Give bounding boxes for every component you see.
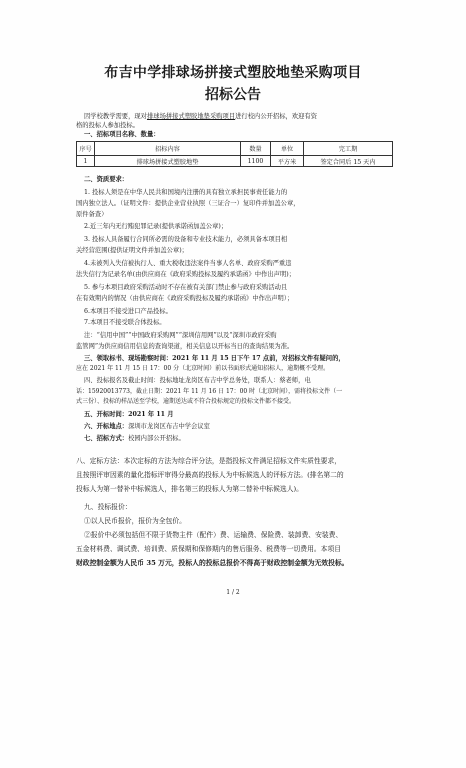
table-header-cell: 完工期 (304, 142, 393, 156)
requirement-line: 6.本项目不接受进口产品投标。 (84, 308, 172, 315)
section-4-line: 式三份）、投标的样品送至学校，逾期送达或不符合投标规定的投标文件都不接受。 (76, 398, 296, 405)
section-9-item-2: ②报价中必须包括但不限于货物主件（配件）费、运输费、保险费、装卸费、安装费、 (84, 531, 343, 539)
section-4-line: 话：15920013773，截止日期：2021 年 11 月 16 日 17：00 时（北京时间），需将投标文件（一 (76, 388, 343, 395)
intro-text: 因学校教学需要，现对 (84, 113, 147, 120)
requirement-line: 5. 参与本项目政府采购活动时不存在被有关部门禁止参与政府采购活动且 (84, 284, 288, 291)
table-cell: 1 (77, 156, 95, 167)
table-header-cell: 序号 (77, 142, 95, 156)
section-3-heading: 三、领取标书、现场勘察时间： (84, 355, 173, 362)
section-8-line: 投标人为第一替补中标候选人，排名第三的投标人为第二替补中标候选人)。 (76, 485, 303, 493)
section-8-paragraph (76, 454, 394, 496)
section-6-open-place (84, 422, 402, 431)
document-subtitle: 招标公告 (205, 87, 261, 103)
section-3-deadline: 2021 年 11 月 15 日下午 17 点前，对招标文件有疑问的， (172, 355, 345, 362)
requirement-line: 2.近三年内无行贿犯罪记录(提供承诺函加盖公章)； (84, 223, 228, 230)
section-2-heading: 二、资质要求： (84, 176, 129, 183)
section-7-method (84, 434, 402, 443)
section-8-line: 且按照评审因素的量化指标评审得分最高的投标人为中标候选人的评标方法。(排名第二的 (76, 471, 344, 479)
tender-table (76, 141, 393, 167)
requirement-line: 法失信行为记录名单(由供应商在《政府采购投标及履约承诺函》中作出声明)； (76, 271, 296, 278)
requirement-line: 在有效期内的情况（由供应商在《政府采购投标及履约承诺函》中作出声明）； (76, 295, 294, 302)
table-cell: 1100 (241, 156, 271, 167)
table-header-cell: 招标内容 (95, 142, 241, 156)
section-9-item-2: 五金材料费、调试费、培训费、质保期和保修期内的售后服务、税费等一切费用。本项目 (76, 545, 342, 553)
section-7-label: 七、招标方式： (84, 435, 129, 442)
section-9-budget-line: 财政控制金额为人民币 35 万元，投标人的投标总报价不得高于财政控制金额为无效投标。 (76, 559, 349, 567)
section-8-line: 八、定标方法：本次定标的方法为综合评分法，是指投标文件满足招标文件实质性要求， (76, 457, 342, 465)
section-6-value: 深圳市龙岗区布吉中学会议室 (128, 423, 210, 430)
requirement-note: 注：“信用中国”“中国政府采购网”“深圳信用网”以及“深圳市政府采购 (84, 332, 277, 339)
table-header-cell: 单位 (271, 142, 304, 156)
table-cell: 平方米 (271, 156, 304, 167)
section-3-line-2: 应在 2021 年 11 月 15 日 17：00 分（北京时间）前以书面形式通知招标人，逾期概不受理。 (76, 365, 330, 372)
intro-text: 进行校内公开招标，欢迎有资 (235, 113, 317, 120)
section-3-line-1 (84, 354, 402, 363)
requirement-note: 监管网”为供应商信用信息的查询渠道，相关信息以开标当日的查询结果为准。 (76, 343, 294, 350)
requirement-line: 国内独立法人。（证明文件：提供企业营业执照（三证合一）复印件并加盖公章， (76, 200, 300, 207)
document-title: 布吉中学排球场拼接式塑胶地垫采购项目 (104, 65, 362, 81)
section-6-label: 六、开标地点： (84, 423, 129, 430)
table-row (77, 156, 393, 167)
requirement-line: 7.本项目不接受联合体投标。 (84, 319, 166, 326)
section-5-open-time: 五、开标时间：2021 年 11 月 (84, 411, 174, 418)
project-name-underlined: 排球场拼接式塑胶地垫采购项目 (146, 113, 236, 120)
table-cell: 签定合同后 15 天内 (304, 156, 393, 167)
requirement-line: 原件备查） (76, 211, 108, 218)
intro-line-1 (84, 112, 402, 121)
requirement-line: 1. 投标人须是在中华人民共和国境内注册的具有独立承担民事责任能力的 (84, 189, 288, 196)
section-9-heading: 九、投标报价： (84, 503, 132, 511)
requirement-line: 3. 投标人具备履行合同所必需的设备和专业技术能力，必须具备本项目相 (84, 236, 288, 243)
table-cell: 排球场拼接式塑胶地垫 (95, 156, 241, 167)
table-header-row (77, 142, 393, 156)
requirement-line: 关经营范围(提供证明文件并加盖公章)； (76, 247, 188, 254)
section-4-line: 四、投标报名及截止时间：投标地址龙岗区布吉中学总务处，联系人：蔡老师，电 (84, 377, 311, 384)
section-7-value: 校园内部公开招标。 (128, 435, 185, 442)
requirement-line: 4.未被列入失信被执行人、重大税收违法案件当事人名单、政府采购严重违 (84, 260, 292, 267)
section-9-paragraph (76, 500, 394, 570)
intro-line-2: 格的投标人参加投标。 (76, 122, 139, 129)
page-number: 1 / 2 (226, 589, 240, 596)
section-9-item-1: ①以人民币报价，报价为全包价。 (84, 517, 186, 525)
table-header-cell: 数量 (241, 142, 271, 156)
section-1-heading: 一、招标项目名称、数量： (84, 131, 160, 138)
